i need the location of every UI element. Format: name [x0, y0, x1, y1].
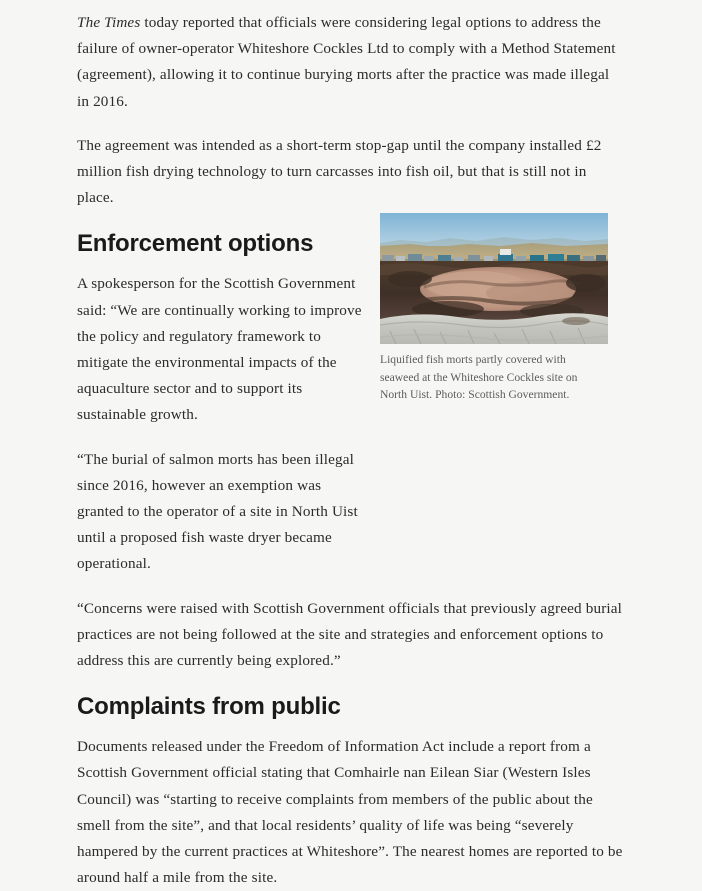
photo-svg [380, 213, 608, 344]
paragraph-agreement: The agreement was intended as a short-term stop-gap until the company installed £2 million fish drying technology to turn carcasses into fish oil, but that is still not in place. [77, 136, 602, 207]
photo-fish-morts-site [380, 213, 608, 344]
publication-name: The Times [77, 14, 141, 31]
figure-caption: Liquified fish morts partly covered with seaweed at the Whiteshore Cockles site on North Uist. Photo: Scottish Government. [380, 353, 578, 401]
paragraph-spokesperson: A spokesperson for the Scottish Government said: “We are continually working to improve the policy and regulatory framework to mitigate the environmental impacts of the aquaculture sector and to support its sustainable growth. [77, 275, 362, 424]
paragraph-lead [77, 10, 625, 115]
paragraph-burial-illegal: “The burial of salmon morts has been illegal since 2016, however an exemption was granted to the operator of a site in North Uist until a proposed fish waste dryer became operational. [77, 450, 358, 573]
paragraph-lead-text: today reported that officials were considering legal options to address the failure of owner-operator Whiteshore Cockles Ltd to comply with a Method Statement (agreement), allowing it to continue burying morts after the practice was made illegal in 2016. [77, 14, 616, 110]
heading-complaints-from-public: Complaints from public [77, 693, 341, 721]
paragraph-documents-foi: Documents released under the Freedom of Information Act include a report from a Scottish Government official stating that Comhairle nan Eilean Siar (Western Isles Council) was “starting to receive complaints from members of the public about the smell from the site”, and that local residents’ quality of life was being “severely hampered by the current practices at Whiteshore”. The nearest homes are reported to be around half a mile from the site. [77, 738, 623, 887]
heading-enforcement-options: Enforcement options [77, 230, 314, 258]
article-figure [380, 213, 608, 404]
paragraph-concerns-raised: “Concerns were raised with Scottish Government officials that previously agreed burial practices are not being followed at the site and strategies and enforcement options to address this are currently being explored.” [77, 599, 623, 670]
